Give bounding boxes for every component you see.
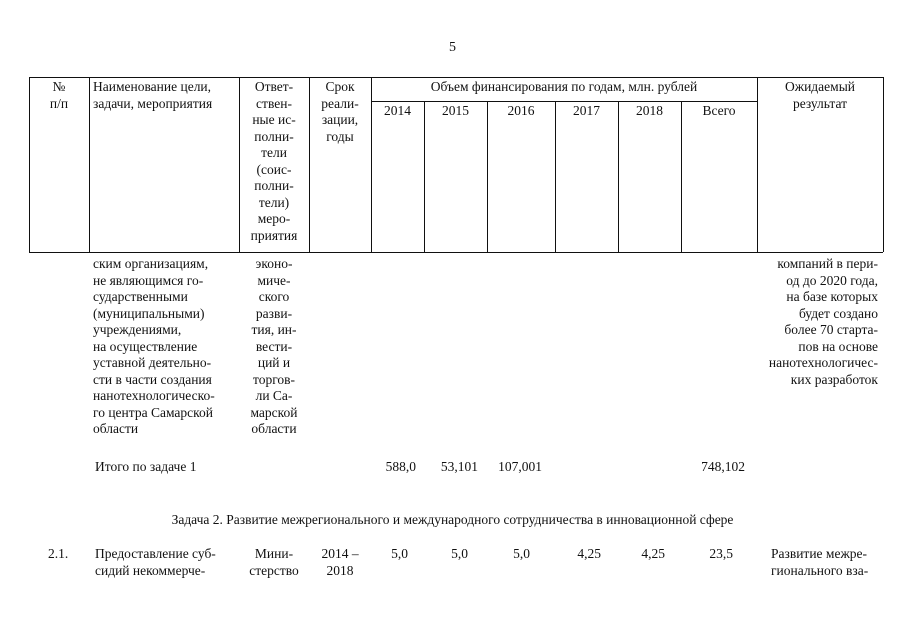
row-2016: 5,0 — [513, 546, 530, 561]
row-term: 2014 – 2018 — [321, 546, 359, 578]
continuation-result: компаний в пери- од до 2020 года, на базе которых будет создано более 70 старта- пов на основе нанотехнологичес- ких разработок — [768, 256, 878, 387]
row-total: 23,5 — [709, 546, 733, 561]
row-2014: 5,0 — [391, 546, 408, 561]
header-col-responsible: Ответ- ствен- ные ис- полни- тели (соис- полни- тели) меро- приятия — [250, 79, 298, 243]
task2-heading: Задача 2. Развитие межрегионального и международного сотрудничества в инновационной сфере — [171, 512, 734, 527]
header-col-number: № п/п — [49, 79, 69, 111]
continuation-name: ским организациям, не являющимся го- сударственными (муниципальными) учреждениями, на осуществление уставной деятельно- сти в части создания нанотехнологическо- го центра Самарской области — [93, 256, 215, 436]
continuation-responsible: эконо- миче- ского разви- тия, ин- вести- ций и торгов- ли Са- марской области — [250, 256, 298, 436]
row-number: 2.1. — [48, 546, 69, 561]
header-year-2014: 2014 — [384, 103, 411, 118]
header-funding-title: Объем финансирования по годам, млн. рублей — [430, 79, 698, 94]
total-label: Итого по задаче 1 — [95, 459, 197, 474]
total-2015: 53,101 — [440, 459, 478, 474]
header-col-term: Срок реали- зации, годы — [321, 79, 359, 144]
page-number: 5 — [449, 40, 456, 55]
header-year-2017: 2017 — [573, 103, 600, 118]
total-2014: 588,0 — [385, 459, 416, 474]
row-2015: 5,0 — [451, 546, 468, 561]
header-year-2016: 2016 — [507, 103, 535, 118]
row-responsible: Мини- стерство — [249, 546, 299, 578]
row-result: Развитие межре- гионального вза- — [771, 546, 869, 578]
total-sum: 748,102 — [701, 459, 745, 474]
row-2018: 4,25 — [641, 546, 665, 561]
header-total: Всего — [702, 103, 736, 118]
total-2016: 107,001 — [498, 459, 542, 474]
row-2017: 4,25 — [577, 546, 601, 561]
header-year-2018: 2018 — [636, 103, 663, 118]
row-name: Предоставление суб- сидий некоммерче- — [95, 546, 216, 578]
header-col-name: Наименование цели, задачи, мероприятия — [93, 79, 213, 111]
header-year-2015: 2015 — [442, 103, 469, 118]
header-col-result: Ожидаемый результат — [785, 79, 855, 111]
